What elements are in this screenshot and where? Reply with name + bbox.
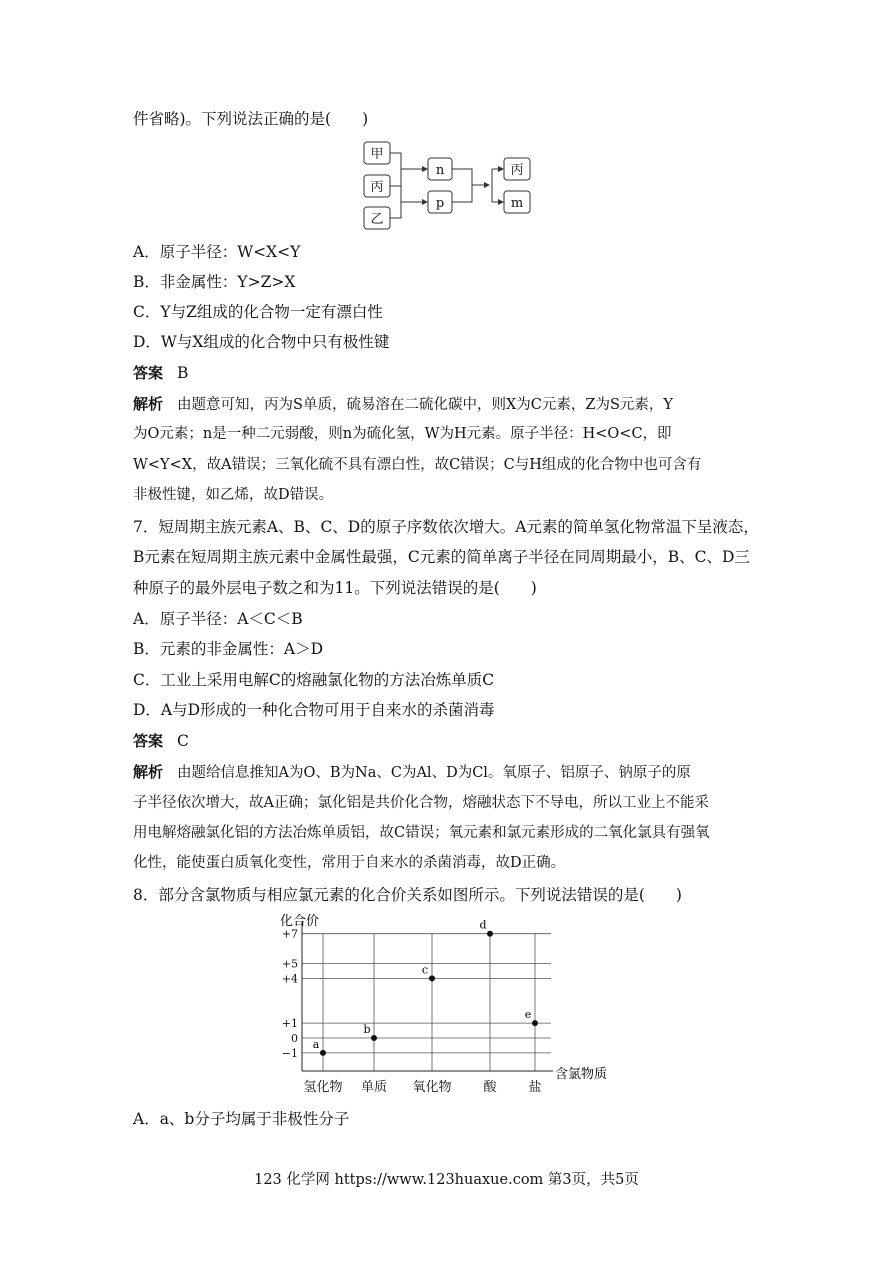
answer-label: 答案 — [133, 364, 164, 382]
q6-option-a: A．原子半径：W<X<Y — [133, 243, 301, 261]
q8-option-a: A．a、b分子均属于非极性分子 — [133, 1110, 350, 1128]
q6-analysis-3: 非极性键，如乙烯，故D错误。 — [133, 487, 334, 503]
diagram-mid-1: p — [435, 196, 445, 211]
q7-option-a: A．原子半径：A＜C＜B — [133, 610, 303, 628]
y-tick-label: +4 — [281, 972, 298, 986]
data-point-label: b — [363, 1023, 371, 1036]
data-point-a — [320, 1050, 326, 1056]
x-tick-label: 氢化物 — [303, 1080, 343, 1095]
diagram-mid-0: n — [435, 163, 445, 178]
diagram-right-0: 丙 — [510, 163, 524, 178]
q6-analysis-2: W<Y<X，故A错误；三氧化硫不具有漂白性，故C错误；C与H组成的化合物中也可含有 — [133, 457, 702, 473]
analysis-label: 解析 — [133, 395, 164, 413]
q7-option-d: D．A与D形成的一种化合物可用于自来水的杀菌消毒 — [133, 701, 495, 719]
q7-stem-2: 种原子的最外层电子数之和为11。下列说法错误的是( ) — [133, 579, 537, 597]
y-axis-label: 化合价 — [280, 914, 320, 929]
data-point-label: d — [479, 918, 487, 932]
q7-analysis-0 — [133, 761, 691, 784]
data-point-label: a — [312, 1037, 320, 1051]
data-point-label: c — [421, 963, 429, 977]
q7-option-c: C．工业上采用电解C的熔融氯化物的方法冶炼单质C — [133, 671, 495, 689]
y-tick-label: +7 — [281, 927, 298, 941]
valence-chart — [0, 910, 893, 1100]
data-point-c — [429, 975, 435, 981]
answer-label: 答案 — [133, 732, 164, 750]
diagram-left-1: 丙 — [370, 180, 384, 195]
diagram-right-1: m — [510, 196, 524, 211]
q6-analysis-0 — [133, 393, 673, 416]
q6-stem-tail: 件省略)。下列说法正确的是( ) — [133, 110, 369, 128]
answer-value: C — [177, 732, 189, 750]
data-point-d — [487, 931, 493, 937]
data-point-e — [532, 1020, 538, 1026]
analysis-text: 由题意可知，丙为S单质，硫易溶在二硫化碳中，则X为C元素，Z为S元素，Y — [177, 397, 673, 413]
x-tick-label: 盐 — [528, 1080, 542, 1095]
q6-option-b: B．非金属性：Y>Z>X — [133, 273, 296, 291]
y-tick-label: +1 — [281, 1017, 298, 1031]
q7-stem-1: B元素在短周期主族元素中金属性最强，C元素的简单离子半径在同周期最小，B、C、D三 — [133, 548, 750, 566]
q7-analysis-3: 化性，能使蛋白质氧化变性，常用于自来水的杀菌消毒，故D正确。 — [133, 855, 566, 871]
y-tick-label: −1 — [281, 1046, 298, 1060]
q7-answer — [133, 730, 189, 752]
diagram-left-0: 甲 — [370, 147, 384, 162]
analysis-text: 由题给信息推知A为O、B为Na、C为Al、D为Cl。氧原子、铝原子、钠原子的原 — [177, 765, 691, 781]
x-tick-label: 酸 — [483, 1080, 497, 1095]
q6-answer — [133, 362, 188, 384]
data-point-label: e — [524, 1008, 532, 1022]
data-point-b — [371, 1035, 377, 1041]
y-tick-label: +5 — [281, 957, 298, 971]
q7-stem-0: 7．短周期主族元素A、B、C、D的原子序数依次增大。A元素的简单氢化物常温下呈液态， — [133, 518, 759, 536]
q6-option-c: C．Y与Z组成的化合物一定有漂白性 — [133, 303, 383, 321]
answer-value: B — [177, 364, 189, 382]
q8-stem: 8．部分含氯物质与相应氯元素的化合价关系如图所示。下列说法错误的是( ) — [133, 886, 682, 904]
x-tick-label: 氧化物 — [412, 1080, 452, 1095]
q6-analysis-1: 为O元素；n是一种二元弱酸，则n为硫化氢，W为H元素。原子半径：H<O<C，即 — [133, 426, 672, 442]
q7-option-b: B．元素的非金属性：A＞D — [133, 640, 324, 658]
diagram-left-2: 乙 — [370, 212, 384, 227]
x-tick-label: 单质 — [360, 1080, 388, 1095]
q7-analysis-2: 用电解熔融氯化铝的方法冶炼单质铝，故C错误；氧元素和氯元素形成的二氧化氯具有强氧 — [133, 825, 710, 841]
q7-analysis-1: 子半径依次增大，故A正确；氯化铝是共价化合物，熔融状态下不导电，所以工业上不能采 — [133, 795, 709, 811]
analysis-label: 解析 — [133, 763, 164, 781]
reaction-diagram — [0, 134, 893, 234]
page-footer: 123 化学网 https://www.123huaxue.com 第3页，共5页 — [254, 1172, 639, 1188]
x-axis-label: 含氯物质 — [555, 1067, 608, 1082]
q6-option-d: D．W与X组成的化合物中只有极性键 — [133, 333, 390, 351]
y-tick-label: 0 — [291, 1032, 298, 1045]
